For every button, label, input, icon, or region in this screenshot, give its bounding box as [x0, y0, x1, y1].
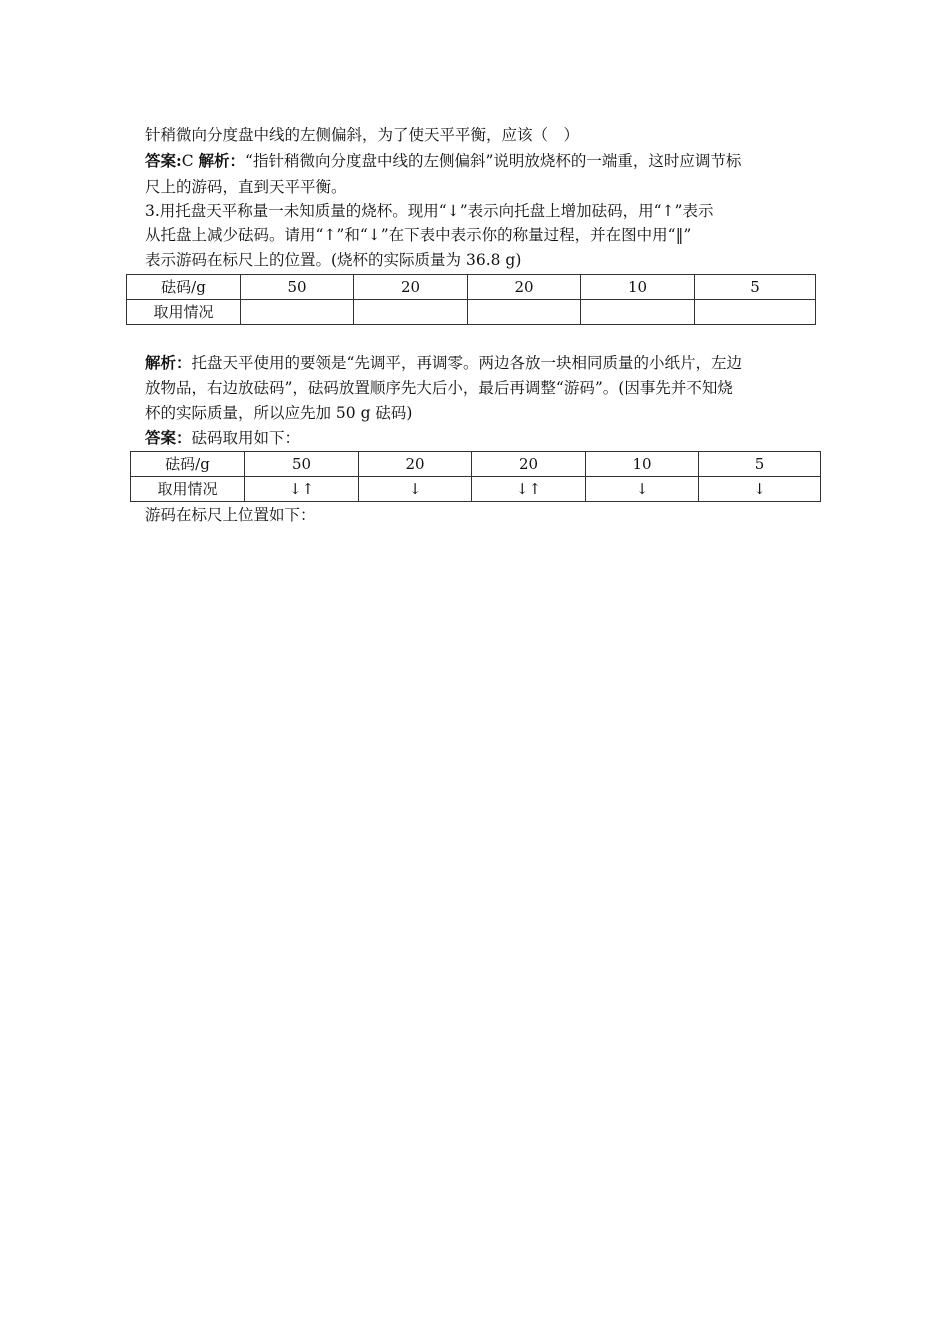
- analysis-paragraph-line-1: [145, 351, 742, 375]
- table-cell: [241, 300, 354, 325]
- analysis-paragraph-line-3: 杯的实际质量，所以应先加 50 g 砝码): [145, 404, 413, 422]
- table-cell: ↓: [359, 477, 472, 502]
- table-cell: 20: [354, 275, 468, 300]
- table-cell: 50: [245, 452, 359, 477]
- answer-line-2: [145, 426, 300, 450]
- table-cell: 10: [586, 452, 699, 477]
- table-cell: ↓↑: [472, 477, 586, 502]
- answer-line: [145, 149, 741, 173]
- answer-text: 砝码取用如下：: [191, 429, 301, 447]
- question-text-line: 针稍微向分度盘中线的左侧偏斜，为了使天平平衡，应该（ ）: [145, 126, 580, 144]
- table-cell: ↓: [586, 477, 699, 502]
- analysis-text-line: 尺上的游码，直到天平平衡。: [145, 178, 347, 196]
- table-cell: [354, 300, 468, 325]
- analysis-paragraph-line-2: 放物品，右边放砝码”，砝码放置顺序先大后小，最后再调整“游码”。(因事先并不知烧: [145, 379, 733, 397]
- table-row: [127, 300, 816, 325]
- table-cell: ↓: [699, 477, 821, 502]
- question-3-line-3: 表示游码在标尺上的位置。(烧杯的实际质量为 36.8 g): [145, 251, 522, 269]
- table-cell: 取用情况: [131, 477, 245, 502]
- question-3-line-2: 从托盘上减少砝码。请用“↑”和“↓”在下表中表示你的称量过程，并在图中用“‖”: [145, 226, 692, 244]
- table-cell: [468, 300, 581, 325]
- weights-table-blank: [126, 274, 816, 325]
- table-cell: [695, 300, 816, 325]
- answer-choice: C: [181, 152, 199, 170]
- answer-label: 答案：: [145, 428, 192, 447]
- analysis-label: 解析：: [198, 151, 246, 170]
- table-cell: 砝码/g: [131, 452, 245, 477]
- table-row: [127, 275, 816, 300]
- table-cell: 5: [699, 452, 821, 477]
- table-cell: [581, 300, 695, 325]
- table-cell: 20: [472, 452, 586, 477]
- question-3-line-1: 3.用托盘天平称量一未知质量的烧杯。现用“↓”表示向托盘上增加砝码，用“↑”表示: [145, 202, 714, 220]
- analysis-label: 解析：: [145, 353, 192, 372]
- table-cell: 10: [581, 275, 695, 300]
- table-cell: 20: [468, 275, 581, 300]
- table-cell: 砝码/g: [127, 275, 241, 300]
- table-cell: 50: [241, 275, 354, 300]
- table-cell: 5: [695, 275, 816, 300]
- footer-text-line: 游码在标尺上位置如下：: [145, 506, 316, 524]
- table-cell: ↓↑: [245, 477, 359, 502]
- analysis-text: 托盘天平使用的要领是“先调平，再调零。两边各放一块相同质量的小纸片，左边: [191, 354, 742, 372]
- table-row: [131, 452, 821, 477]
- weights-table-answer: [130, 451, 821, 502]
- answer-label: 答案:: [145, 151, 182, 170]
- table-row: [131, 477, 821, 502]
- analysis-text: “指针稍微向分度盘中线的左侧偏斜”说明放烧杯的一端重，这时应调节标: [245, 152, 742, 170]
- table-cell: 取用情况: [127, 300, 241, 325]
- table-cell: 20: [359, 452, 472, 477]
